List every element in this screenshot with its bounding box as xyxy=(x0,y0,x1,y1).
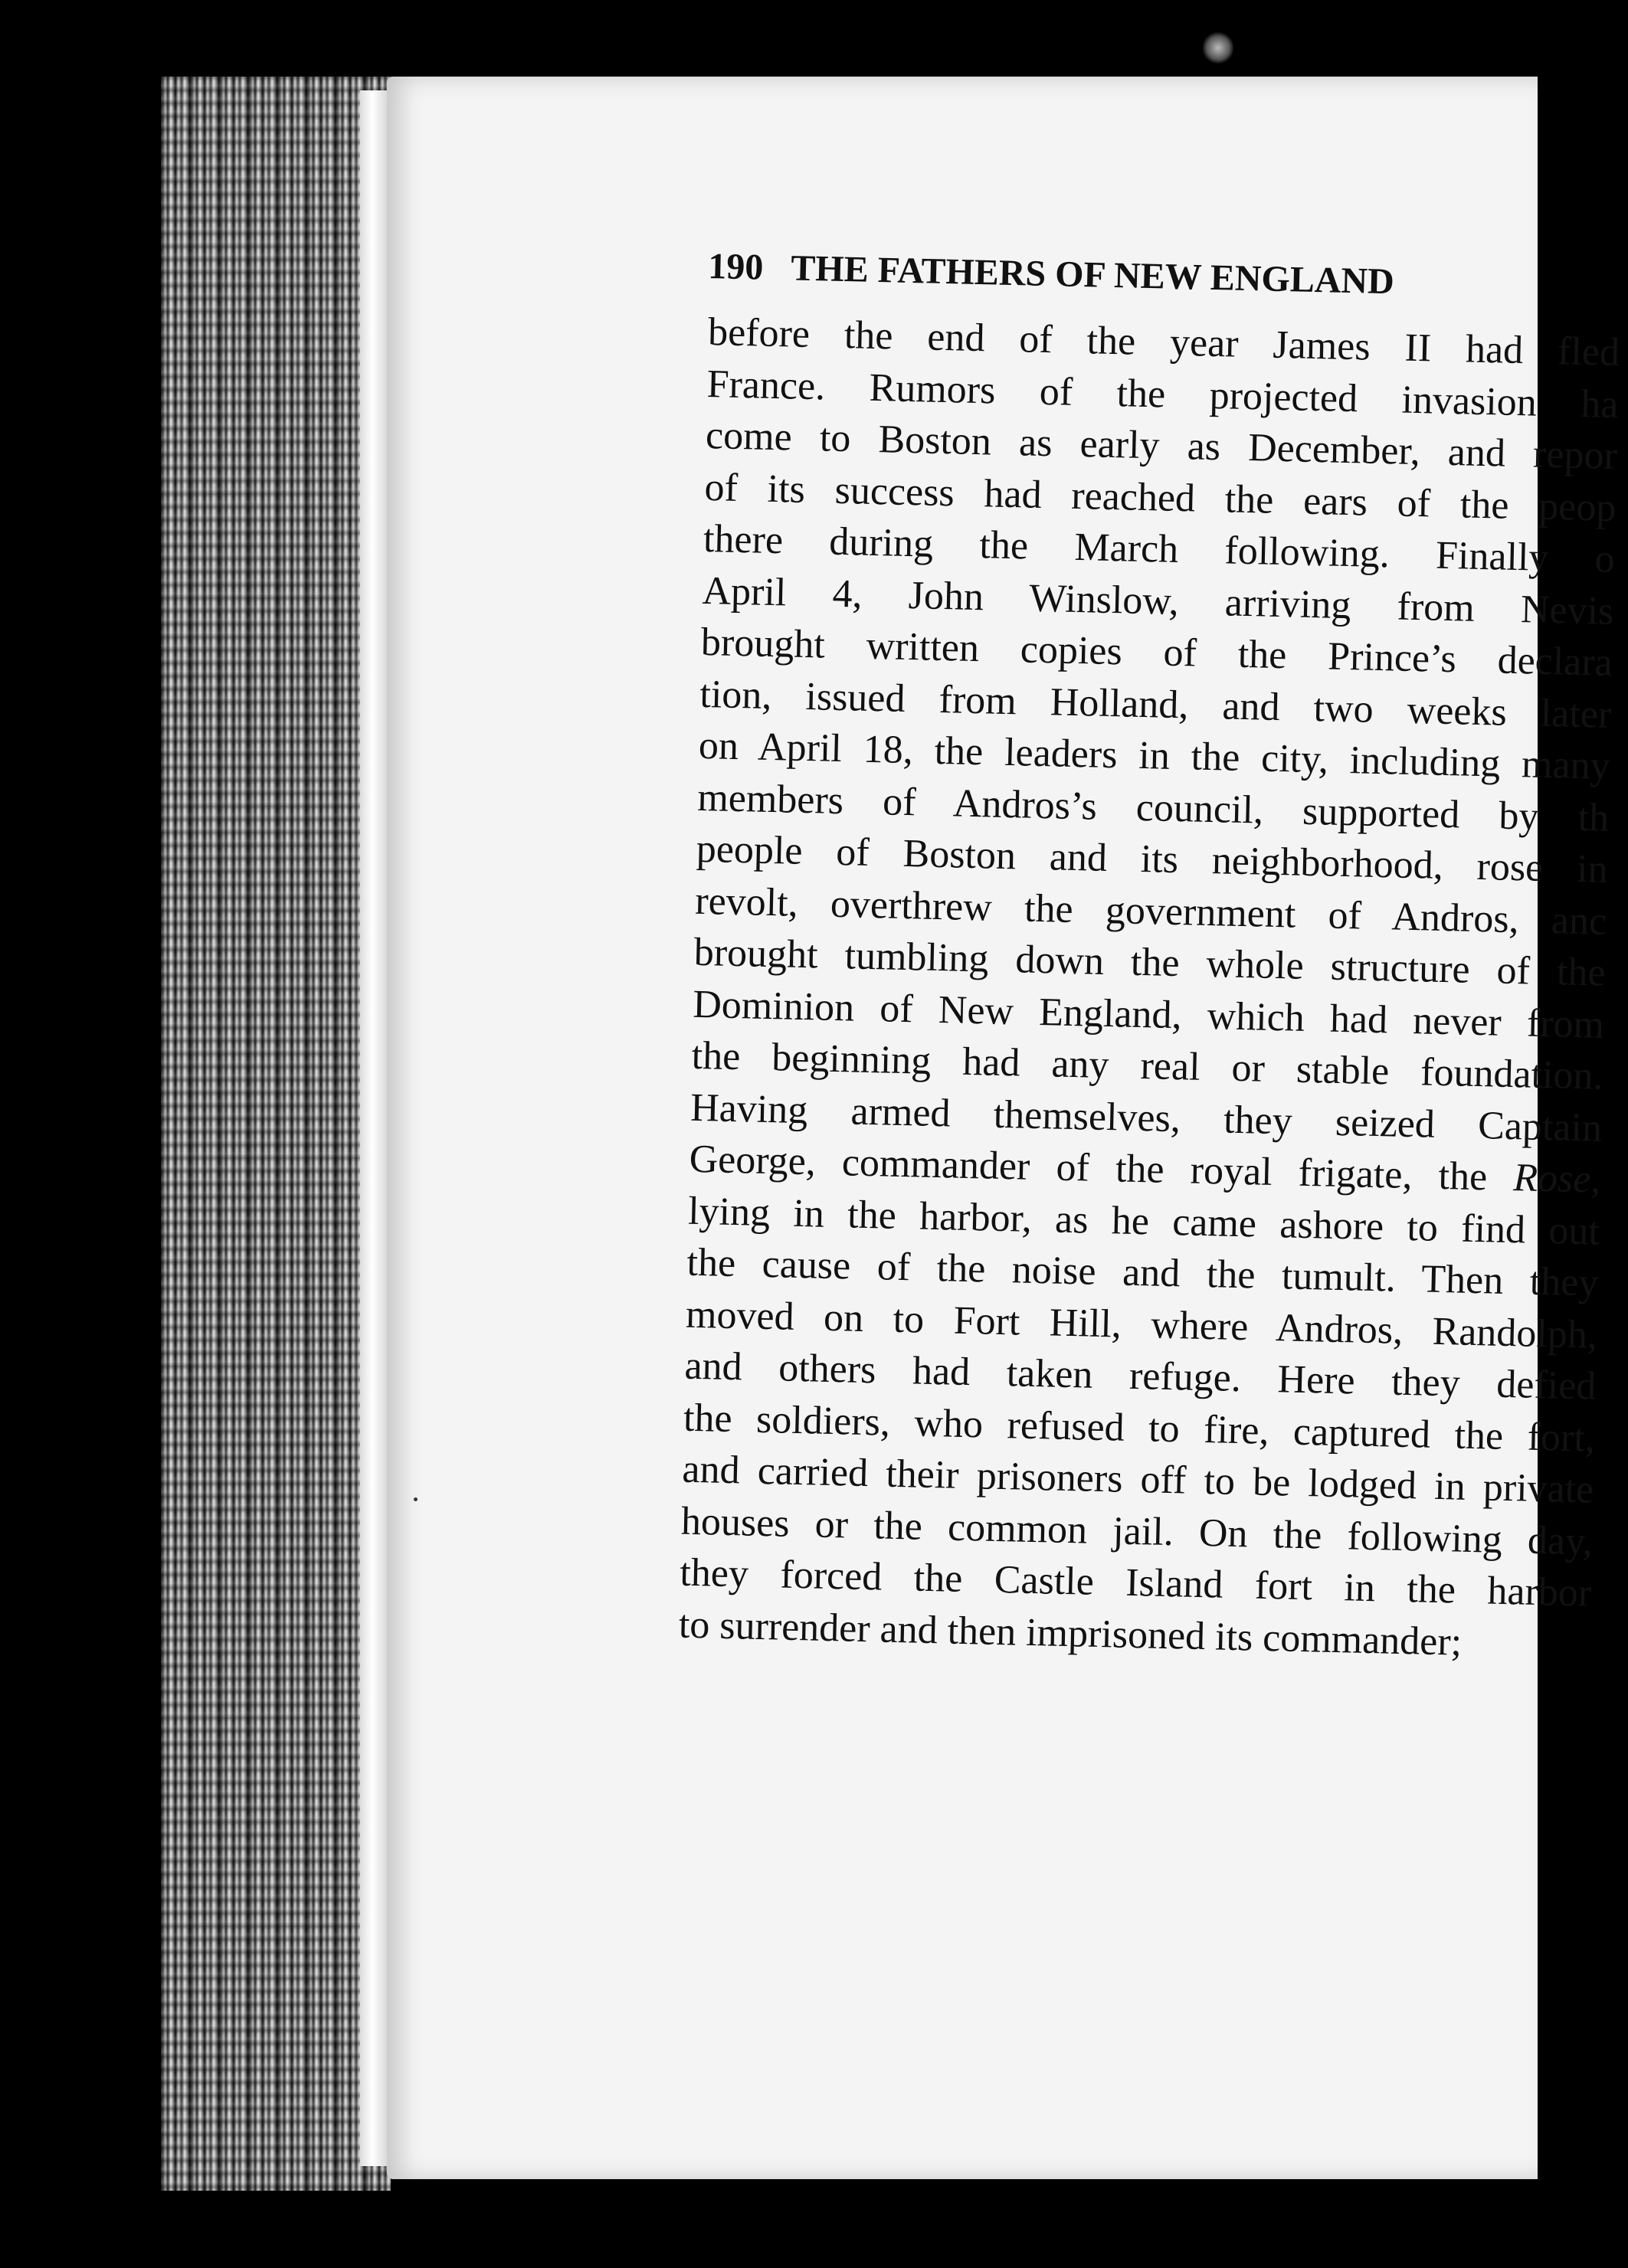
text-line: there during the March following. Finally o xyxy=(703,516,1616,581)
text-line: of its success had reached the ears of the peop xyxy=(703,465,1617,530)
text-line: brought written copies of the Prince’s declara xyxy=(700,620,1613,685)
text-line: tion, issued from Holland, and two weeks later xyxy=(699,672,1612,737)
text-line: Dominion of New England, which had never from xyxy=(692,982,1605,1047)
text-line: the soldiers, who refused to fire, captured the fort, xyxy=(683,1396,1596,1461)
text-line: lying in the harbor, as he came ashore to find out xyxy=(687,1189,1600,1254)
text-line: they forced the Castle Island fort in the harbor xyxy=(679,1550,1592,1615)
text-line: the cause of the noise and the tumult. Then they xyxy=(686,1240,1600,1305)
body-text xyxy=(678,306,1620,1671)
text-line: come to Boston as early as December, and repor xyxy=(705,413,1618,478)
ship-name-italic: Rose, xyxy=(1512,1156,1602,1202)
text-line: houses or the common jail. On the following day, xyxy=(680,1499,1594,1564)
text-line: April 4, John Winslow, arriving from Nevis xyxy=(701,568,1614,633)
text-line: brought tumbling down the whole structure of the xyxy=(693,930,1607,995)
text-line: the beginning had any real or stable foundation. xyxy=(691,1033,1604,1098)
running-head xyxy=(708,245,1628,308)
text-line: and others had taken refuge. Here they defied xyxy=(683,1343,1597,1409)
page-edges xyxy=(360,90,391,2166)
scan-artifact xyxy=(1203,31,1233,65)
text-line: Having armed themselves, they seized Captain xyxy=(690,1085,1603,1150)
text-line: on April 18, the leaders in the city, including many xyxy=(698,723,1611,788)
text-line: revolt, overthrew the government of Andros, anc xyxy=(694,879,1607,944)
book-title-header: THE FATHERS OF NEW ENGLAND xyxy=(790,247,1395,303)
text-line: to surrender and then imprisoned its commander; xyxy=(678,1602,1463,1664)
text-line: members of Andros’s council, supported by th xyxy=(696,775,1610,840)
text-line: France. Rumors of the projected invasion ha xyxy=(706,362,1620,427)
text-line: people of Boston and its neighborhood, rose in xyxy=(696,826,1609,892)
book-spine xyxy=(161,77,391,2191)
page-number: 190 xyxy=(707,245,764,288)
text-line: and carried their prisoners off to be lodged in private xyxy=(681,1447,1594,1512)
text-line: before the end of the year James II had fled xyxy=(707,309,1620,375)
scan-speck xyxy=(414,1497,418,1501)
text-line: moved on to Fort Hill, where Andros, Randolph, xyxy=(685,1292,1598,1357)
text-line-part: George, commander of the royal frigate, the xyxy=(689,1137,1488,1199)
page-surface xyxy=(387,77,1620,2179)
